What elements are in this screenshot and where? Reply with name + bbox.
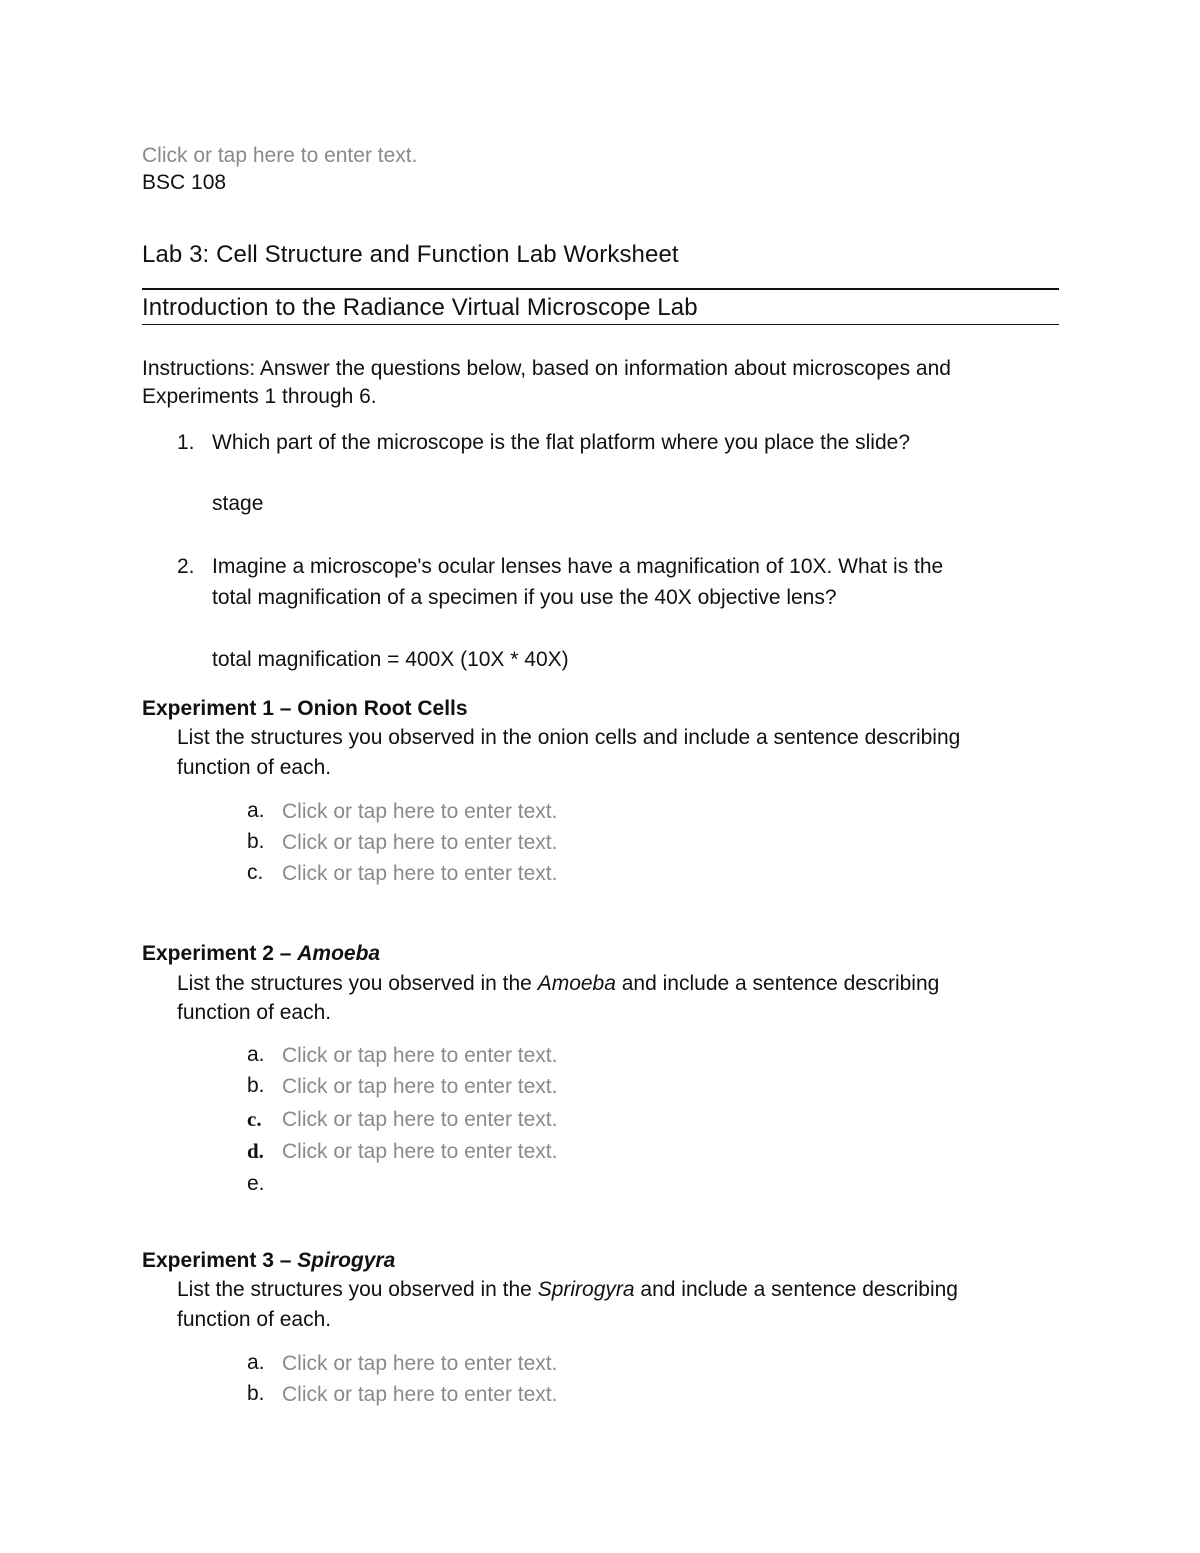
instructions-line-2: Experiments 1 through 6.	[142, 385, 377, 408]
question-text: total magnification of a specimen if you use the 40X objective lens?	[212, 586, 837, 609]
question-text: Imagine a microscope's ocular lenses have a magnification of 10X. What is the	[212, 555, 944, 578]
experiment-organism: Amoeba	[297, 942, 381, 965]
experiment-description: function of each.	[177, 1001, 332, 1024]
experiment-organism: Onion Root Cells	[297, 697, 468, 720]
experiment-description	[177, 970, 939, 998]
list-letter: b.	[247, 830, 265, 853]
question-number: 1.	[177, 431, 195, 454]
experiment-heading-prefix: Experiment 3 –	[142, 1249, 298, 1272]
course-code: BSC 108	[142, 171, 227, 194]
experiment-heading-prefix: Experiment 1 –	[142, 697, 298, 720]
experiment-heading	[142, 1249, 395, 1273]
answer-field[interactable]: Click or tap here to enter text.	[282, 800, 558, 823]
experiment-description: function of each.	[177, 756, 332, 779]
list-letter: a.	[247, 1351, 265, 1374]
description-text: and include a sentence describing	[615, 972, 940, 995]
list-letter: a.	[247, 799, 265, 822]
experiment-heading	[142, 942, 380, 966]
question-answer[interactable]: total magnification = 400X (10X * 40X)	[212, 648, 569, 671]
question-text: Which part of the microscope is the flat platform where you place the slide?	[212, 431, 911, 454]
name-field[interactable]: Click or tap here to enter text.	[142, 144, 418, 167]
answer-field[interactable]: Click or tap here to enter text.	[282, 831, 558, 854]
list-letter: c.	[247, 861, 264, 884]
list-letter: b.	[247, 1382, 265, 1405]
list-letter: d.	[247, 1139, 264, 1163]
experiment-heading	[142, 697, 468, 721]
organism-name: Sprirogyra	[537, 1278, 635, 1301]
answer-field[interactable]: Click or tap here to enter text.	[282, 862, 558, 885]
question-number: 2.	[177, 555, 195, 578]
answer-field[interactable]: Click or tap here to enter text.	[282, 1352, 558, 1375]
experiment-description: function of each.	[177, 1308, 332, 1331]
answer-field[interactable]: Click or tap here to enter text.	[282, 1108, 558, 1131]
organism-name: Amoeba	[537, 972, 616, 995]
list-letter: c.	[247, 1107, 262, 1131]
question-answer[interactable]: stage	[212, 492, 264, 515]
answer-field[interactable]: Click or tap here to enter text.	[282, 1140, 558, 1163]
subtitle-divider	[142, 324, 1059, 325]
title-divider	[142, 288, 1059, 290]
experiment-description: List the structures you observed in the onion cells and include a sentence describing	[177, 726, 961, 749]
answer-field[interactable]: Click or tap here to enter text.	[282, 1044, 558, 1067]
list-letter: a.	[247, 1043, 265, 1066]
experiment-description	[177, 1276, 958, 1304]
description-text: List the structures you observed in the	[177, 1278, 538, 1301]
page-subtitle: Introduction to the Radiance Virtual Microscope Lab	[142, 294, 698, 321]
answer-field[interactable]: Click or tap here to enter text.	[282, 1383, 558, 1406]
description-text: and include a sentence describing	[634, 1278, 958, 1301]
list-letter: b.	[247, 1074, 265, 1097]
experiment-organism: Spirogyra	[297, 1249, 396, 1272]
list-letter: e.	[247, 1172, 265, 1195]
answer-field[interactable]: Click or tap here to enter text.	[282, 1075, 558, 1098]
description-text: List the structures you observed in the	[177, 972, 538, 995]
experiment-heading-prefix: Experiment 2 –	[142, 942, 298, 965]
page-title: Lab 3: Cell Structure and Function Lab Worksheet	[142, 241, 679, 268]
instructions-line-1: Instructions: Answer the questions below, based on information about microscopes and	[142, 357, 951, 380]
